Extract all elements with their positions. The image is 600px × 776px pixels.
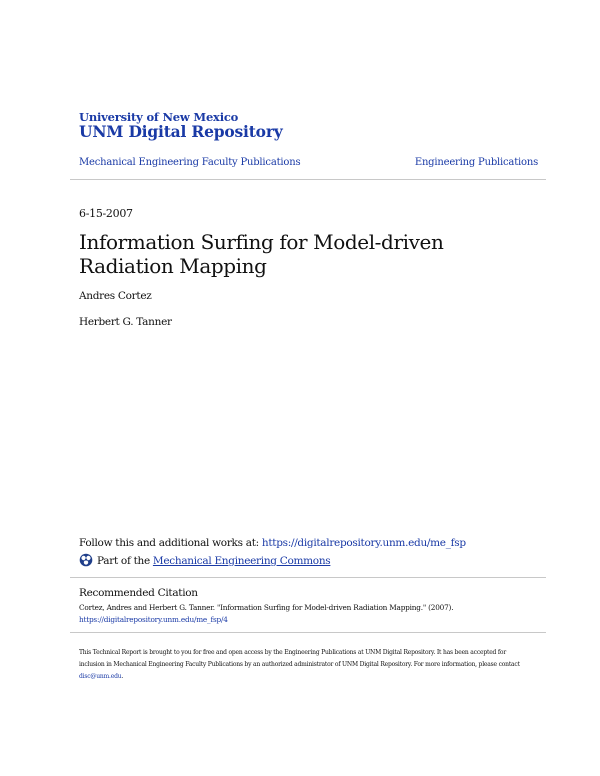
notice-end: . [121,673,124,680]
document-title: Information Surfing for Model-driven Radiation Mapping [79,230,444,278]
author: Andres Cortez [79,290,152,302]
follow-url-link[interactable]: https://digitalrepository.unm.edu/me_fsp [261,537,466,549]
divider [70,577,546,578]
parent-collection-link[interactable]: Engineering Publications [414,157,538,168]
notice-text: This Technical Report is brought to you for free and open access by the Engineering Publications at UNM Digital Repository. It has been accepted for inclusion in Mechanical Engineering Faculty Publications by an authorized administrator of UNM Digital Repository. For more information, please contact [79,649,520,668]
divider [70,632,546,633]
citation-url-link[interactable]: https://digitalrepository.unm.edu/me_fsp/4 [79,615,228,624]
contact-email-link[interactable]: disc@unm.edu [79,673,122,680]
follow-label: Follow this and additional works at: [79,537,262,549]
commons-link[interactable]: Mechanical Engineering Commons [152,555,331,567]
network-icon [79,553,93,570]
access-notice [79,647,527,683]
university-name[interactable]: University of New Mexico [79,110,239,124]
citation-heading: Recommended Citation [79,587,198,599]
citation-text: Cortez, Andres and Herbert G. Tanner. "Information Surfing for Model-driven Radiation Mapping." (2007). [79,603,454,612]
author: Herbert G. Tanner [79,316,172,328]
divider [70,179,546,180]
part-of-label: Part of the [97,555,153,567]
publication-date: 6-15-2007 [79,207,133,220]
part-of-line [79,553,330,570]
repository-name[interactable]: UNM Digital Repository [79,122,283,141]
collection-link[interactable]: Mechanical Engineering Faculty Publications [79,157,301,168]
follow-line [79,537,466,549]
